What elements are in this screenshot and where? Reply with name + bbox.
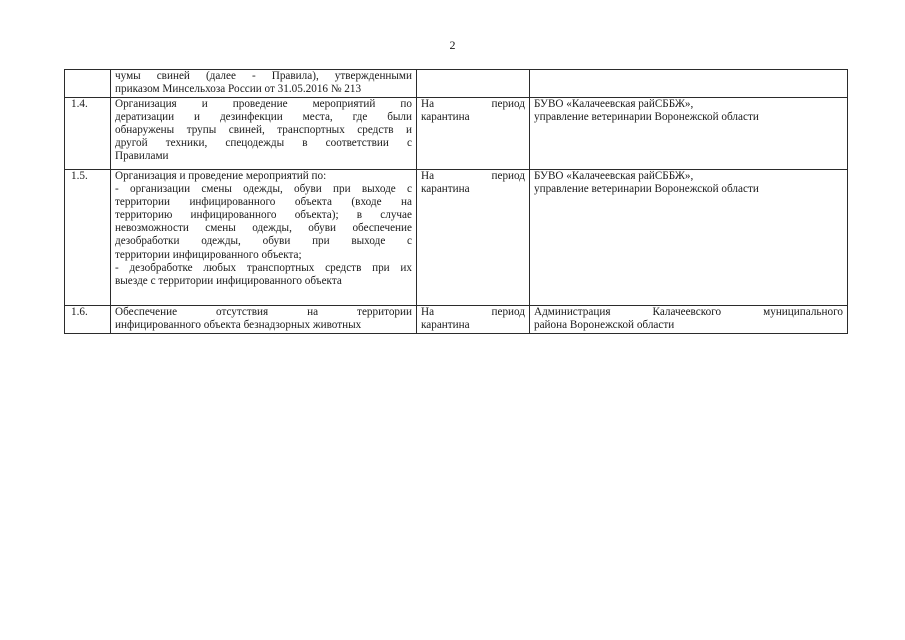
term-cell xyxy=(417,306,530,334)
responsible-cell xyxy=(530,98,848,170)
term-line: карантина xyxy=(421,111,470,124)
description-line: дератизации и дезинфекции места, где были xyxy=(115,111,412,124)
term-line: На период xyxy=(421,306,525,318)
measure-description-cell xyxy=(111,306,417,334)
term-cell xyxy=(417,170,530,306)
description-line: выезде с территории инфицированного объекта xyxy=(115,274,342,287)
description-line: - организации смены одежды, обуви при выходе с xyxy=(115,183,412,196)
row-number-cell: 1.6. xyxy=(65,306,111,334)
responsible-line: Администрация Калачеевского муниципального xyxy=(534,306,843,318)
description-line: приказом Минсельхоза России от 31.05.2016 № 213 xyxy=(115,83,362,96)
responsible-cell xyxy=(530,70,848,98)
measure-description-cell xyxy=(111,170,417,306)
table-row xyxy=(65,306,848,334)
responsible-line: БУВО «Калачеевская райСББЖ», xyxy=(534,170,694,182)
description-line: инфицированного объекта безнадзорных животных xyxy=(115,319,362,332)
description-line: Организация и проведение мероприятий по: xyxy=(115,170,327,182)
description-line: Правилами xyxy=(115,150,169,163)
responsible-line: управление ветеринарии Воронежской области xyxy=(534,183,759,196)
description-line: территорию инфицированного объекта); в случае xyxy=(115,209,412,222)
term-cell xyxy=(417,98,530,170)
row-number-cell: 1.4. xyxy=(65,98,111,170)
row-number-cell: 1.5. xyxy=(65,170,111,306)
term-line: карантина xyxy=(421,183,470,196)
description-line: обнаружены трупы свиней, транспортных средств и xyxy=(115,124,412,137)
responsible-line: района Воронежской области xyxy=(534,319,675,332)
page-number: 2 xyxy=(449,38,456,52)
term-line: карантина xyxy=(421,319,470,332)
description-line: чумы свиней (далее - Правила), утвержденными xyxy=(115,70,412,82)
responsible-line: управление ветеринарии Воронежской области xyxy=(534,111,759,124)
description-line: невозможности смены одежды, обуви обеспечение xyxy=(115,222,412,235)
description-line: территории инфицированного объекта; xyxy=(115,248,302,261)
table-row xyxy=(65,98,848,170)
term-cell xyxy=(417,70,530,98)
description-line: Организация и проведение мероприятий по xyxy=(115,98,412,110)
responsible-cell xyxy=(530,170,848,306)
description-line: территории инфицированного объекта (входе на xyxy=(115,196,412,209)
description-line: дезобработки одежды, обуви при выходе с xyxy=(115,235,412,248)
term-line: На период xyxy=(421,98,525,110)
table-row xyxy=(65,70,848,98)
term-line: На период xyxy=(421,170,525,182)
responsible-cell xyxy=(530,306,848,334)
responsible-line: БУВО «Калачеевская райСББЖ», xyxy=(534,98,694,110)
row-number-cell xyxy=(65,70,111,98)
description-line: - дезобработке любых транспортных средств при их xyxy=(115,261,412,274)
description-line: другой техники, спецодежды в соответствии с xyxy=(115,137,412,150)
measures-table xyxy=(64,69,848,334)
table-row xyxy=(65,170,848,306)
description-line: Обеспечение отсутствия на территории xyxy=(115,306,412,318)
measure-description-cell xyxy=(111,98,417,170)
measure-description-cell xyxy=(111,70,417,98)
